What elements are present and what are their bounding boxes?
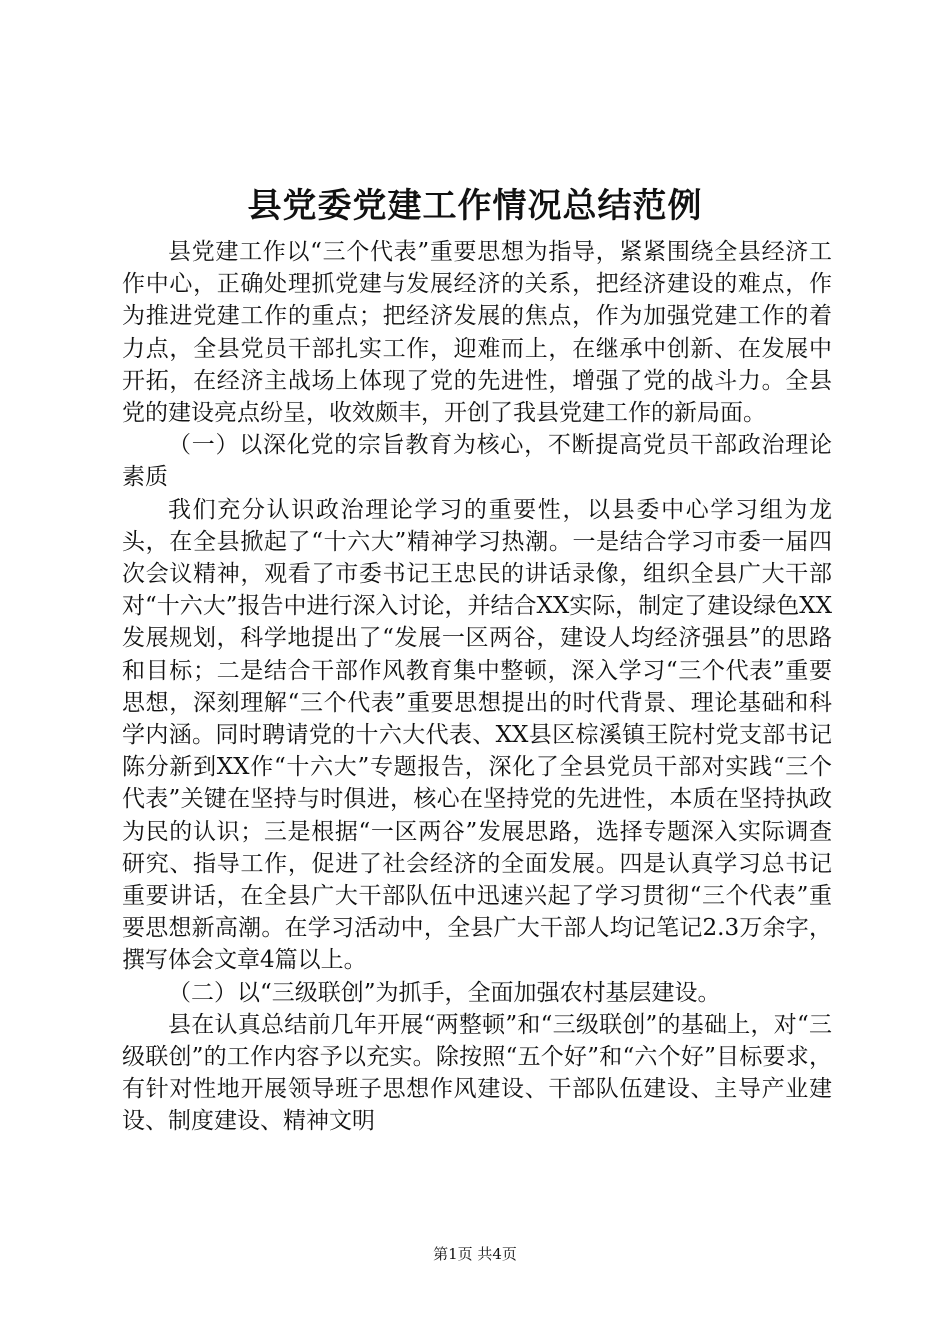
paragraph-intro: 县党建工作以“三个代表”重要思想为指导，紧紧围绕全县经济工作中心，正确处理抓党建与发展经济的关系，把经济建设的难点，作为推进党建工作的重点；把经济发展的焦点，作为加强党建工作的着力点，全县党员干部扎实工作，迎难而上，在继承中创新、在发展中开拓，在经济主战场上体现了党的先进性，增强了党的战斗力。全县党的建设亮点纷呈，收效颇丰，开创了我县党建工作的新局面。	[122, 239, 832, 427]
page-number: 第1页	[433, 1245, 473, 1263]
document-body	[122, 236, 832, 1138]
section-heading-1: （一）以深化党的宗旨教育为核心，不断提高党员干部政治理论素质	[122, 432, 832, 491]
paragraph-section-2: 县在认真总结前几年开展“两整顿”和“三级联创”的基础上，对“三级联创”的工作内容予以充实。除按照“五个好”和“六个好”目标要求，有针对性地开展领导班子思想作风建设、干部队伍建设、主导产业建设、制度建设、精神文明	[122, 1011, 832, 1135]
document-title: 县党委党建工作情况总结范例	[247, 186, 703, 226]
page-footer	[0, 1244, 950, 1264]
paragraph-section-1: 我们充分认识政治理论学习的重要性，以县委中心学习组为龙头，在全县掀起了“十六大”精神学习热潮。一是结合学习市委一届四次会议精神，观看了市委书记王忠民的讲话录像，组织全县广大干部对“十六大”报告中进行深入讨论，并结合XX实际，制定了建设绿色XX发展规划，科学地提出了“发展一区两谷，建设人均经济强县”的思路和目标；二是结合干部作风教育集中整顿，深入学习“三个代表”重要思想，深刻理解“三个代表”重要思想提出的时代背景、理论基础和科学内涵。同时聘请党的十六大代表、XX县区棕溪镇王院村党支部书记陈分新到XX作“十六大”专题报告，深化了全县党员干部对实践“三个代表”关键在坚持与时俱进，核心在坚持党的先进性，本质在坚持执政为民的认识；三是根据“一区两谷”发展思路，选择专题深入实际调查研究、指导工作，促进了社会经济的全面发展。四是认真学习总书记重要讲话，在全县广大干部队伍中迅速兴起了学习贯彻“三个代表”重要思想新高潮。在学习活动中，全县广大干部人均记笔记2.3万余字，撰写体会文章4篇以上。	[122, 496, 833, 974]
section-heading-2: （二）以“三级联创”为抓手，全面加强农村基层建设。	[168, 979, 721, 1006]
page-total: 共4页	[477, 1245, 517, 1263]
